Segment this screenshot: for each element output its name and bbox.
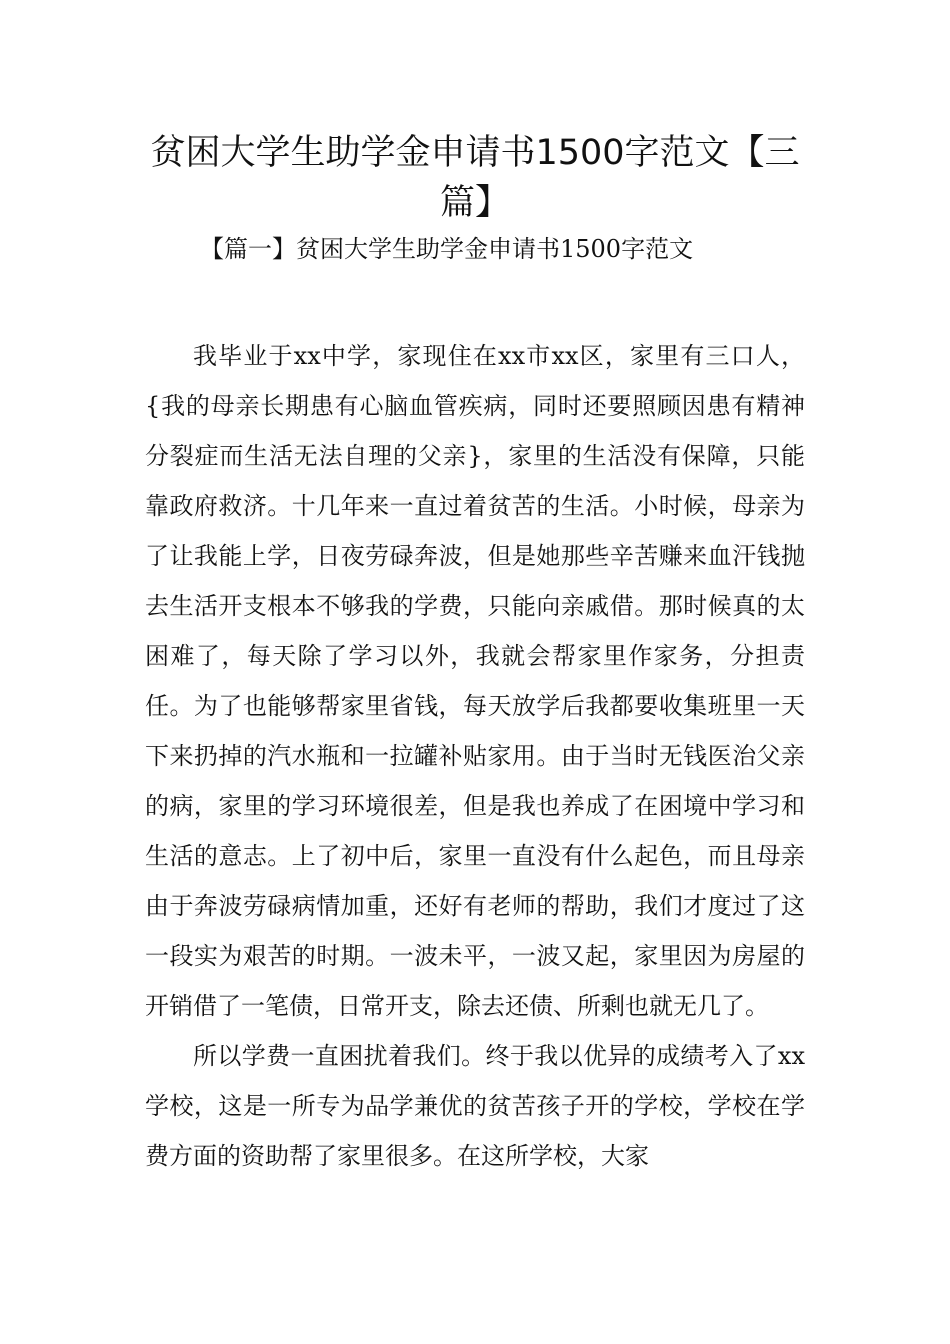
- document-title: 贫困大学生助学金申请书1500字范文【三篇】: [150, 133, 800, 223]
- paragraph: 所以学费一直困扰着我们。终于我以优异的成绩考入了xx学校，这是一所专为品学兼优的贫苦孩子开的学校，学校在学费方面的资助帮了家里很多。在这所学校，大家: [145, 1042, 805, 1170]
- body-text: [145, 331, 805, 1181]
- section-heading: 【篇一】贫困大学生助学金申请书1500字范文: [200, 235, 694, 263]
- paragraph: 我毕业于xx中学，家现住在xx市xx区，家里有三口人，{我的母亲长期患有心脑血管疾病，同时还要照顾因患有精神分裂症而生活无法自理的父亲}，家里的生活没有保障，只能靠政府救济。十几年来一直过着贫苦的生活。小时候，母亲为了让我能上学，日夜劳碌奔波，但是她那些辛苦赚来血汗钱抛去生活开支根本不够我的学费，只能向亲戚借。那时候真的太困难了，每天除了学习以外，我就会帮家里作家务，分担责任。为了也能够帮家里省钱，每天放学后我都要收集班里一天下来扔掉的汽水瓶和一拉罐补贴家用。由于当时无钱医治父亲的病，家里的学习环境很差，但是我也养成了在困境中学习和生活的意志。上了初中后，家里一直没有什么起色，而且母亲由于奔波劳碌病情加重，还好有老师的帮助，我们才度过了这一段实为艰苦的时期。一波未平，一波又起，家里因为房屋的开销借了一笔债，日常开支，除去还债、所剩也就无几了。: [145, 342, 805, 1020]
